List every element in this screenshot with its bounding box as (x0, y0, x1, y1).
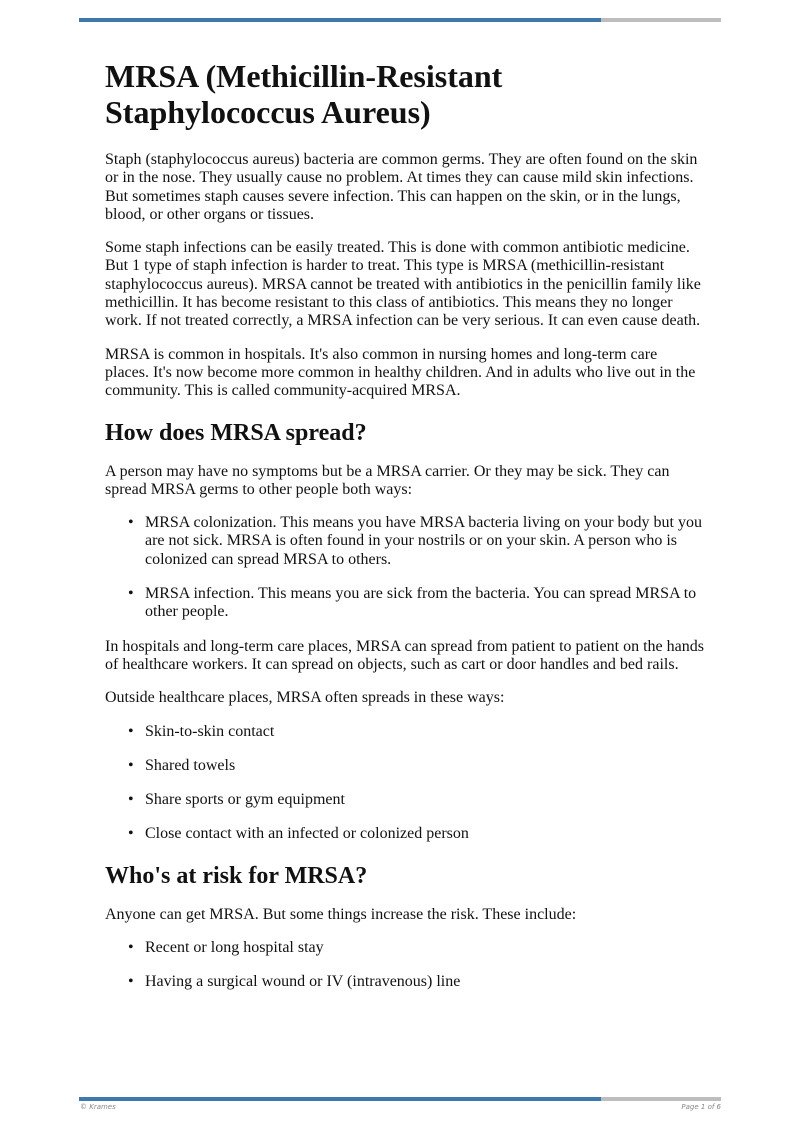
paragraph: In hospitals and long-term care places, MRSA can spread from patient to patient on the hands of healthcare workers. It can spread on objects, such as cart or door handles and bed rails. (105, 637, 704, 673)
bullet-icon: • (128, 514, 134, 532)
bullet-icon: • (128, 791, 134, 809)
list-item-text: Shared towels (145, 756, 236, 774)
page-title: MRSA (Methicillin-Resistant Staphylococcus Aureus) (105, 58, 503, 130)
bullet-icon: • (128, 756, 134, 774)
header-bar-blue-segment (79, 18, 601, 22)
page-footer (80, 1103, 721, 1111)
paragraph: Anyone can get MRSA. But some things increase the risk. These include: (105, 905, 577, 923)
intro-paragraph: MRSA is common in hospitals. It's also common in nursing homes and long-term care places. It's now become more common in healthy children. And in adults who live out in the community. This is called community-acquired MRSA. (105, 345, 696, 400)
list-item (128, 514, 705, 569)
list-item-text: MRSA colonization. This means you have MRSA bacteria living on your body but you are not sick. MRSA is often found in your nostrils or on your skin. A person who is colonized can spread MRSA to others. (145, 514, 702, 568)
footer-bar-gray-segment (601, 1097, 721, 1101)
section-how-mrsa-spreads (105, 419, 705, 844)
paragraph: Outside healthcare places, MRSA often spreads in these ways: (105, 689, 505, 707)
section-heading: Who's at risk for MRSA? (105, 862, 368, 889)
intro-paragraph: Some staph infections can be easily treated. This is done with common antibiotic medicine. But 1 type of staph infection is harder to treat. This type is MRSA (methicillin-resistant staphylococcus aureus). MRSA cannot be treated with antibiotics in the penicillin family like methicillin. It has become resistant to this class of antibiotics. This means they no longer work. If not treated correctly, a MRSA infection can be very serious. It can even cause death. (105, 239, 701, 330)
spread-types-list (105, 514, 705, 621)
section-who-is-at-risk (105, 862, 705, 992)
header-bar-gray-segment (601, 18, 721, 22)
paragraph: A person may have no symptoms but be a MRSA carrier. Or they may be sick. They can spread MRSA germs to other people both ways: (105, 462, 670, 498)
page-indicator: Page 1 of 6 (681, 1103, 721, 1111)
bullet-icon: • (128, 939, 134, 957)
list-item (128, 939, 705, 957)
list-item (128, 722, 705, 741)
list-item-text: MRSA infection. This means you are sick from the bacteria. You can spread MRSA to other people. (145, 585, 697, 621)
footer-bar-blue-segment (79, 1097, 601, 1101)
list-item-text: Recent or long hospital stay (145, 939, 324, 957)
list-item-text: Share sports or gym equipment (145, 791, 345, 809)
footer-progress-bar (79, 1097, 721, 1101)
list-item (128, 791, 705, 809)
bullet-icon: • (128, 722, 134, 740)
document-body (105, 58, 705, 1008)
list-item (128, 585, 705, 622)
risk-factors-list (105, 939, 705, 992)
section-heading: How does MRSA spread? (105, 419, 367, 446)
list-item (128, 756, 705, 775)
bullet-icon: • (128, 825, 134, 843)
list-item-text: Close contact with an infected or colonized person (145, 825, 469, 843)
header-progress-bar (79, 18, 721, 22)
list-item (128, 825, 705, 843)
intro-paragraph: Staph (staphylococcus aureus) bacteria are common germs. They are often found on the skin or in the nose. They usually cause no problem. At times they can cause mild skin infections. But sometimes staph causes severe infection. This can happen on the skin, or in the lungs, blood, or other organs or tissues. (105, 151, 698, 223)
spread-ways-list (105, 723, 705, 844)
copyright-text: © Krames (80, 1103, 116, 1111)
bullet-icon: • (128, 973, 134, 991)
list-item (128, 973, 705, 991)
list-item-text: Having a surgical wound or IV (intravenous) line (145, 973, 461, 991)
bullet-icon: • (128, 585, 134, 603)
list-item-text: Skin-to-skin contact (145, 722, 275, 740)
